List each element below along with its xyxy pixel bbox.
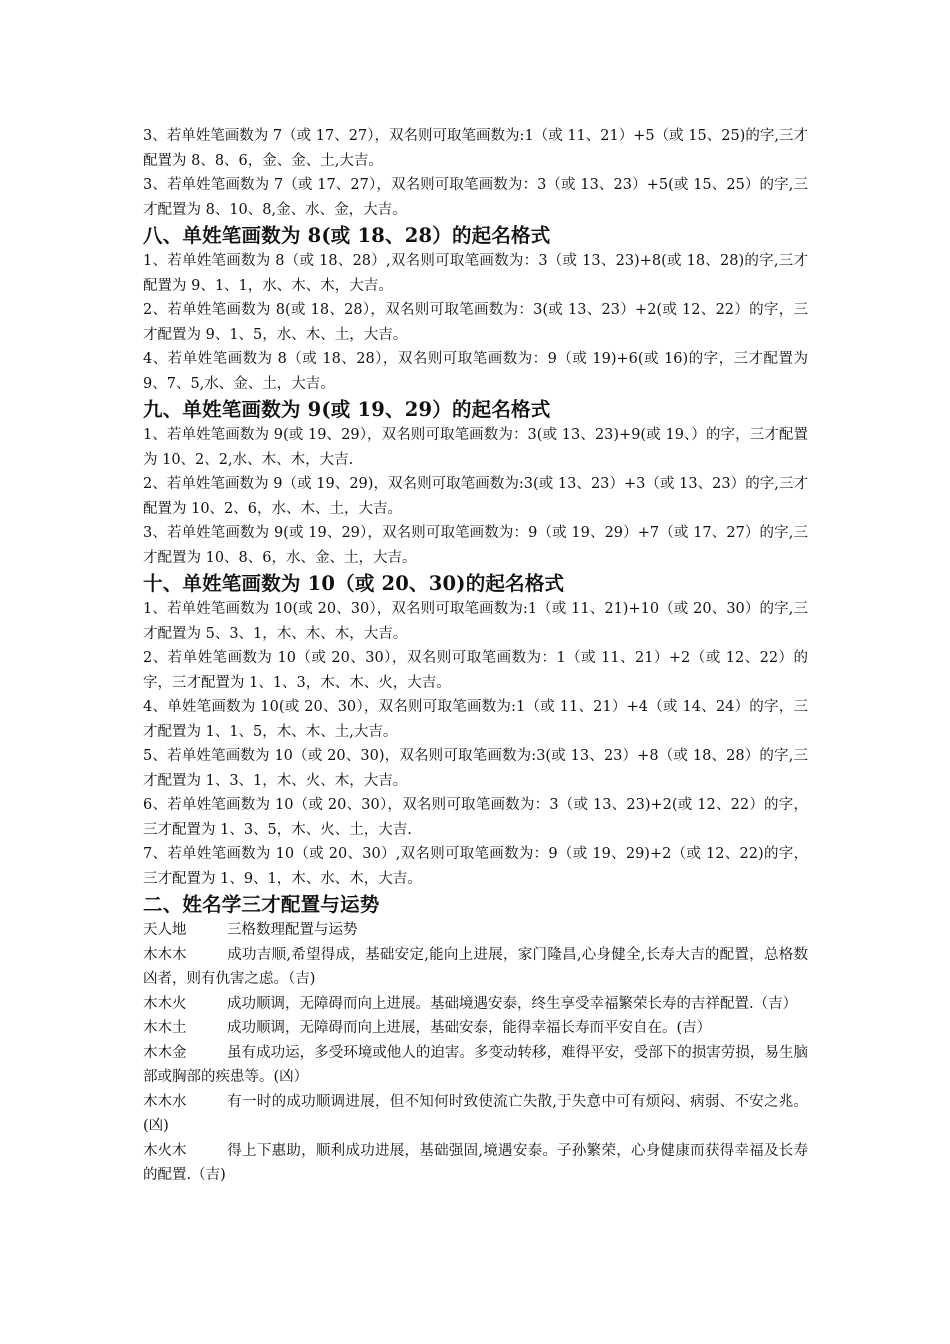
body-paragraph: 1、若单姓笔画数为 9(或 19、29），双名则可取笔画数为：3(或 13、23)+9(或 19、）的字，三才配置为 10、2、2,水、木、木，大吉. (143, 427, 808, 468)
sancai-config-row (143, 1139, 808, 1188)
sancai-config-row (143, 1090, 808, 1139)
body-paragraph: 4、单姓笔画数为 10(或 20、30），双名则可取笔画数为:1（或 11、21）+4（或 14、24）的字，三才配置为 1、1、5，木、木、土,大吉。 (143, 699, 808, 740)
sancai-description: 虽有成功运，多受环境或他人的迫害。多变动转移，难得平安，受部下的损害劳损，易生脑部或胸部的疾患等。(凶） (143, 1044, 808, 1085)
body-paragraph: 1、若单姓笔画数为 10(或 20、30），双名则可取笔画数为:1（或 11、21)+10（或 20、30）的字,三才配置为 5、3、1，木、木、木，大吉。 (143, 601, 808, 642)
sancai-code: 木木水 (143, 1093, 187, 1110)
document-page (143, 124, 808, 1188)
body-paragraph: 3、若单姓笔画数为 9(或 19、29），双名则可取笔画数为：9（或 19、29）+7（或 17、27）的字,三才配置为 10、8、6，水、金、土，大吉。 (143, 525, 808, 566)
sancai-code: 木木金 (143, 1044, 187, 1061)
section-heading: 八、单姓笔画数为 8(或 18、28）的起名格式 (143, 224, 551, 247)
body-paragraph: 2、若单姓笔画数为 10（或 20、30），双名则可取笔画数为：1（或 11、21）+2（或 12、22）的字，三才配置为 1、1、3，木、木、火，大吉。 (143, 650, 808, 691)
sancai-code: 天人地 (143, 922, 187, 938)
sancai-config-row (143, 992, 808, 1017)
sancai-config-row (143, 918, 808, 943)
sancai-description: 三格数理配置与运势 (227, 922, 358, 938)
body-paragraph: 2、若单姓笔画数为 9（或 19、29)，双名则可取笔画数为:3(或 13、23）+3（或 13、23）的字,三才配置为 10、2、6，水、木、土，大吉。 (143, 476, 808, 517)
sancai-description: 成功顺调，无障碍而向上进展，基础安泰，能得幸福长寿而平安自在。(吉） (227, 1020, 712, 1036)
body-paragraph: 3、若单姓笔画数为 7（或 17、27），双名则可取笔画数为:1（或 11、21）+5（或 15、25)的字,三才配置为 8、8、6，金、金、土,大吉。 (143, 128, 808, 169)
body-paragraph: 7、若单姓笔画数为 10（或 20、30）,双名则可取笔画数为：9（或 19、29)+2（或 12、22)的字，三才配置为 1、9、1，木、水、木，大吉。 (143, 846, 808, 887)
section-heading: 十、单姓笔画数为 10（或 20、30)的起名格式 (143, 572, 565, 595)
body-paragraph: 2、若单姓笔画数为 8(或 18、28），双名则可取笔画数为：3(或 13、23）+2(或 12、22）的字，三才配置为 9、1、5，水、木、土，大吉。 (143, 302, 808, 343)
sancai-code: 木火木 (143, 1142, 187, 1159)
sancai-description: 成功顺调，无障碍而向上进展。基础境遇安泰，终生享受幸福繁荣长寿的吉祥配置.（吉） (227, 995, 798, 1012)
section-heading: 二、姓名学三才配置与运势 (143, 893, 380, 916)
sancai-description: 得上下惠助，顺利成功进展，基础强固,境遇安泰。子孙繁荣，心身健康而获得幸福及长寿的配置.（吉) (143, 1142, 808, 1183)
sancai-code: 木木木 (143, 946, 187, 963)
sancai-code: 木木火 (143, 995, 187, 1012)
body-paragraph: 3、若单姓笔画数为 7（或 17、27），双名则可取笔画数为：3（或 13、23）+5(或 15、25）的字,三才配置为 8、10、8,金、水、金，大吉。 (143, 177, 808, 218)
section-heading: 九、单姓笔画数为 9(或 19、29）的起名格式 (143, 398, 551, 421)
body-paragraph: 1、若单姓笔画数为 8（或 18、28）,双名则可取笔画数为：3（或 13、23)+8(或 18、28)的字,三才配置为 9、1、1，水、木、木，大吉。 (143, 253, 808, 294)
sancai-description: 成功吉顺,希望得成，基础安定,能向上进展，家门隆昌,心身健全,长寿大吉的配置，总格数凶者，则有仇害之虑。（吉) (143, 946, 808, 987)
sancai-code: 木木土 (143, 1020, 187, 1036)
body-paragraph: 6、若单姓笔画数为 10（或 20、30），双名则可取笔画数为：3（或 13、23)+2(或 12、22）的字，三才配置为 1、3、5，木、火、土，大吉. (143, 797, 808, 838)
sancai-config-row (143, 1016, 808, 1041)
sancai-description: 有一时的成功顺调进展，但不知何时致使流亡失散,于失意中可有烦闷、病弱、不安之兆。(凶) (143, 1093, 808, 1134)
sancai-config-row (143, 943, 808, 992)
body-paragraph: 5、若单姓笔画数为 10（或 20、30)，双名则可取笔画数为:3(或 13、23）+8（或 18、28）的字,三才配置为 1、3、1，木、火、木，大吉。 (143, 748, 808, 789)
sancai-config-row (143, 1041, 808, 1090)
body-paragraph: 4、若单姓笔画数为 8（或 18、28），双名则可取笔画数为：9（或 19)+6(或 16)的字，三才配置为 9、7、5,水、金、土，大吉。 (143, 351, 808, 392)
